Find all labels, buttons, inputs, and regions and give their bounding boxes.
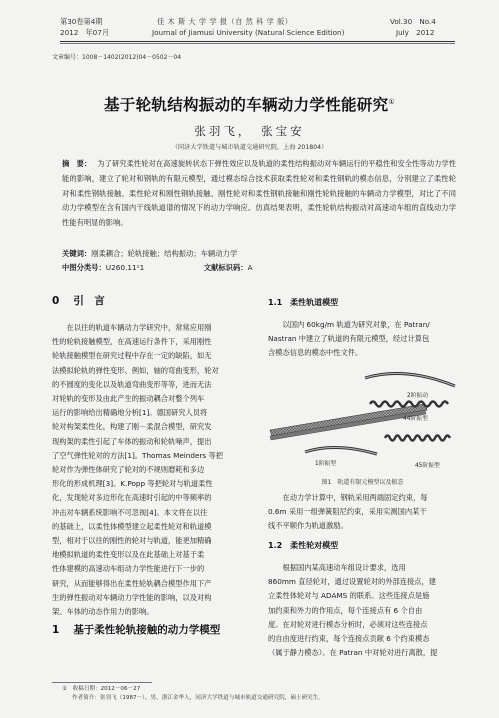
section-0-body bbox=[52, 321, 257, 619]
header-volume-cn: 第30卷第4期 bbox=[60, 17, 103, 26]
section-1-heading bbox=[52, 622, 220, 637]
figure-1-caption: 图1 轨道有限元模型以及振态 bbox=[321, 479, 404, 486]
body-text-line: 的自由度进行约束，每个连接点贡献 6 个约束模态 bbox=[268, 634, 430, 644]
body-text-line: 化，发现轮对多边形化在高速时引起的中等频率的 bbox=[52, 493, 212, 503]
body-text-line: 轮对作为弹性体研究了轮对的不规则磨耗和多边 bbox=[52, 465, 205, 475]
body-text-line: 加约束和外力的作用点，每个连接点有 6 个自由 bbox=[268, 605, 423, 615]
section-0-title: 引 言 bbox=[73, 295, 105, 307]
authors: 张羽飞， 张宝安 bbox=[194, 124, 305, 138]
body-text-line: 轮对构架柔性化，构建了刚－柔混合模型，研究发 bbox=[52, 422, 212, 432]
body-text-line: 形化的形成机理[3]。K.Popp 等把轮对与轨道柔性 bbox=[52, 479, 213, 489]
body-text-line: （属于静力模态）。在 Patran 中对轮对进行离散，提 bbox=[268, 648, 438, 658]
body-text-line: 含模态信息的模态中性文件。 bbox=[268, 348, 363, 358]
subsection-1-2-title: 1.2 柔性轮对模型 bbox=[268, 541, 339, 550]
mode-1-shape bbox=[305, 447, 377, 454]
body-text-line: 现构架的柔性引起了车体的振动和轮轨噪声，提出 bbox=[52, 436, 212, 446]
footnote bbox=[62, 685, 452, 703]
body-text-line: 地模拟轨道的柔性变形以及在此基础上对基于柔 bbox=[52, 550, 205, 560]
doc-code: A bbox=[247, 263, 253, 272]
footnote-rule bbox=[52, 682, 152, 683]
doc-code-label: 文献标识码： bbox=[203, 263, 248, 272]
body-text-line: 的基础上，以柔性体模型建立起柔性轮对和轨道模 bbox=[52, 521, 212, 531]
abstract bbox=[62, 157, 456, 231]
rail-fe-mesh bbox=[270, 404, 427, 440]
header-rule bbox=[60, 41, 455, 42]
body-text-line: 以国内 60kg/m 轨道为研究对象，在 Patran/ bbox=[268, 320, 430, 329]
body-text-line: 冲击对车辆系统影响不可忽视[4]。本文将在以往 bbox=[52, 507, 208, 517]
figure-1-label-mode45: 45阶振型 bbox=[415, 463, 440, 469]
keywords-line bbox=[62, 248, 456, 260]
body-text-line: 性的轮轨接触模型，在高速运行条件下，采用刚性 bbox=[52, 337, 212, 347]
mode-45-shape bbox=[385, 436, 450, 441]
mode-2-shape bbox=[365, 374, 455, 387]
footnote-received bbox=[62, 685, 452, 694]
paper-title: 基于轮轨结构振动的车辆动力学性能研究① bbox=[104, 96, 395, 114]
body-text-line: 线不平顺作为轨道激励。 bbox=[268, 521, 348, 531]
subsection-1-1-title: 1.1 柔性轨道模型 bbox=[268, 298, 339, 307]
body-text-line: 860mm 直径轮对，通过设置轮对的外部连接点，建 bbox=[268, 577, 437, 587]
subsection-1-1-body-continued bbox=[268, 491, 458, 534]
figure-1-label-mode44: 44阶振型 bbox=[403, 416, 428, 422]
keywords-label: 关键词： bbox=[62, 249, 92, 258]
abstract-text: 为了研究柔性轮对在高速旋转状态下弹性效应以及轨道的柔性结构振动对车辆运行的平稳性和安全性等动力学性能的影响，建立了轮对和钢轨的有限元模型，通过模态综合技术获取柔性轮对和柔性钢轨的模态信息，分别建立了柔性轮对和柔性钢轨接触、柔性轮对和刚性钢轨接触、刚性轮对和柔性钢轨接触和刚性轮轨接触的车辆动力学模型，对比了不同动力学模型在含有国内干线轨道谱的情况下的动力学响应。仿真结果表明，柔性轮轨结构振动对高速动车组的直线动力学性能有明显的影响。 bbox=[62, 159, 457, 228]
body-text-line: 的不圆度的变化以及轨道弯曲变形等等，进而无法 bbox=[52, 379, 212, 389]
section-0-number: 0 bbox=[52, 295, 60, 307]
body-text-line: 立柔性体轮对与 ADAMS 的联系。这些连接点是施 bbox=[268, 591, 430, 601]
body-text-line: 在动力学计算中，钢轨采用两端固定约束，每 bbox=[268, 493, 428, 502]
body-text-line: 了空气弹性轮对的方法[1]。Thomas Meinders 等把 bbox=[52, 450, 224, 460]
article-number: 文章编号：1008－1402(2012)04－0502－04 bbox=[52, 54, 182, 61]
keywords-text: 刚柔耦合；轮轨接触；结构振动；车辆动力学 bbox=[91, 249, 238, 258]
body-text-line: 运行的影响给出精确地分析[1]。德国研究人员将 bbox=[52, 408, 208, 418]
body-text-line: 对轮轨的变形及由此产生的振动耦合对整个列车 bbox=[52, 394, 205, 404]
section-1-number: 1 bbox=[52, 624, 60, 636]
body-text-line: 0.6m 采用一组弹簧阻尼约束，采用实测国内某干 bbox=[268, 507, 427, 517]
figure-1-label-mode2: 2阶振动 bbox=[407, 393, 429, 399]
clc-code: U260.11¹1 bbox=[105, 263, 145, 272]
section-0-heading bbox=[52, 293, 105, 308]
body-text-line: 度。在对轮对进行模态分析时，必须对这些连接点 bbox=[268, 619, 428, 629]
header-date-en: July 2012 bbox=[396, 28, 435, 37]
figure-1-label-mode1: 1阶振型 bbox=[315, 461, 337, 467]
classification-line bbox=[62, 262, 456, 274]
body-text-line: 研究，从而能够得出在柔性轮轨耦合模型作用下产 bbox=[52, 578, 212, 588]
abstract-label: 摘 要： bbox=[62, 159, 92, 168]
header-journal-cn: 佳 木 斯 大 学 学 报（自 然 科 学 版） bbox=[157, 17, 293, 26]
body-text-line: 型，相对于以往的刚性的轮对与轨道，能更加精确 bbox=[52, 536, 212, 546]
figure-1-drawing bbox=[265, 368, 460, 472]
footnote-bio: 作者简介：张羽飞（1987－），男，浙江金华人，同济大学铁道与城市轨道交通研究院，硕士研究生。 bbox=[72, 695, 324, 701]
header-volume-en: Vol.30 No.4 bbox=[390, 17, 436, 26]
figure-1 bbox=[265, 368, 460, 472]
title-footnote-mark: ① bbox=[388, 97, 395, 106]
subsection-1-1-body bbox=[268, 318, 458, 361]
subsection-1-2-body bbox=[268, 561, 458, 660]
section-1-title: 基于柔性轮轨接触的动力学模型 bbox=[73, 624, 221, 636]
body-text-line: 生的弹性振动对车辆动力学性能的影响，以及对构 bbox=[52, 592, 212, 602]
clc-label: 中图分类号： bbox=[62, 263, 106, 272]
header-date-cn: 2012 年07月 bbox=[60, 28, 110, 37]
footnote-mark: ① bbox=[62, 686, 68, 692]
footnote-received-text: 收稿日期：2012－06－27 bbox=[72, 686, 141, 692]
body-text-line: 架、车体的动态作用力的影响。 bbox=[52, 607, 154, 617]
mode-44-shape bbox=[370, 402, 448, 407]
body-text-line: 法模拟轮轨的弹性变形、例如，轴的弯曲变形，轮对 bbox=[52, 365, 219, 375]
header-rule-thin bbox=[60, 43, 455, 44]
body-text-line: 性体建模的高速动车组动力学性能进行下一步的 bbox=[52, 564, 205, 574]
header-journal-en: Journal of Jiamusi University (Natural Science Edition) bbox=[152, 28, 345, 37]
body-text-line: 在以往的轨道车辆动力学研究中，常常应用刚 bbox=[52, 323, 212, 332]
body-text-line: 轮轨接触模型在研究过程中存在一定的缺陷，如无 bbox=[52, 351, 212, 361]
body-text-line: Nastran 中建立了轨道的有限元模型，经过计算包 bbox=[268, 334, 430, 344]
body-text-line: 根据国内某高速动车组设计要求，选用 bbox=[268, 563, 406, 572]
affiliation: （同济大学铁道与城市轨道交通研究院，上海 201804） bbox=[171, 144, 328, 151]
